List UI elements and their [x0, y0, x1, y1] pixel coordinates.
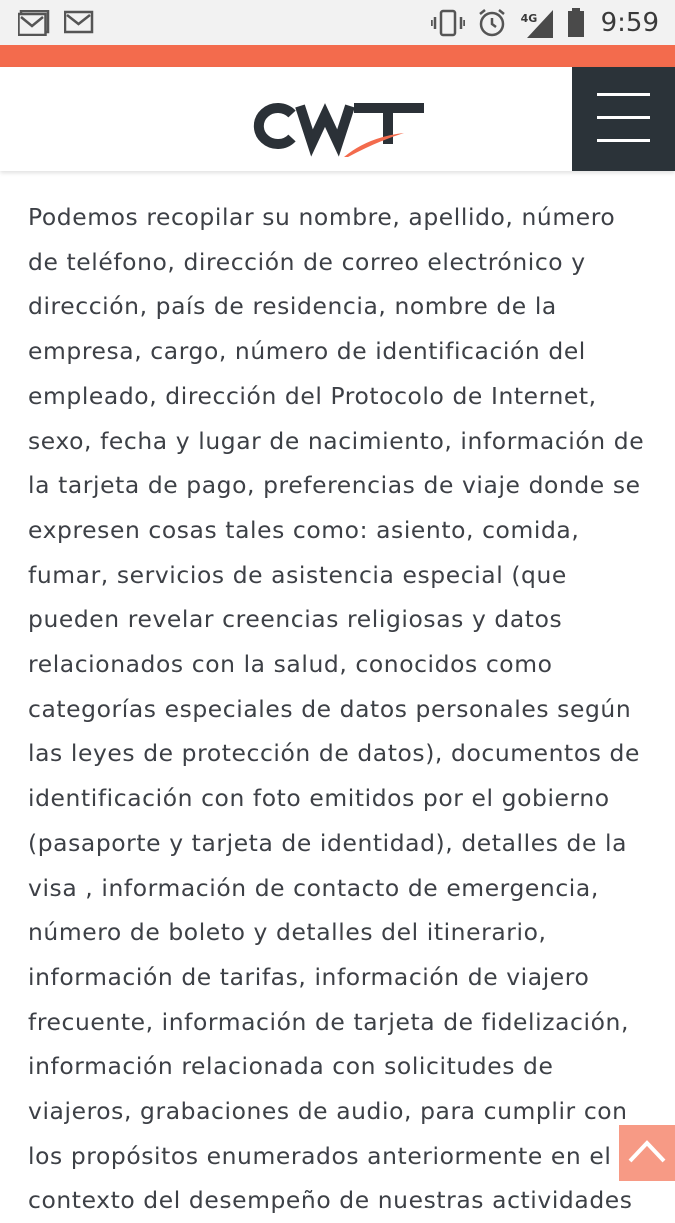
scroll-to-top-button[interactable]: [619, 1125, 675, 1181]
menu-icon-line: [597, 116, 650, 119]
menu-button[interactable]: [572, 67, 675, 171]
text-line: expresen cosas tales como: asiento, comida,: [28, 515, 580, 544]
gmail-icon: [18, 10, 48, 34]
text-line: identificación con foto emitidos por el gobierno: [28, 784, 610, 813]
signal-icon: [519, 6, 555, 40]
text-line: de teléfono, dirección de correo electrónico y: [28, 247, 586, 276]
cwt-logo[interactable]: [248, 81, 428, 163]
text-line: número de boleto y detalles del itinerario,: [28, 918, 547, 947]
text-line: visa , información de contacto de emergencia,: [28, 873, 599, 902]
notification-icons: [18, 10, 94, 34]
site-header: [0, 67, 675, 171]
text-line: Podemos recopilar su nombre, apellido, número: [28, 203, 616, 231]
text-line: sexo, fecha y lugar de nacimiento, información de: [28, 426, 645, 455]
gmail-icon: [64, 10, 94, 34]
text-line: categorías especiales de datos personales según: [28, 694, 632, 723]
text-line: pueden revelar creencias religiosas y datos: [28, 605, 563, 634]
text-line: las leyes de protección de datos), documentos de: [28, 739, 640, 768]
menu-icon-line: [597, 139, 650, 142]
privacy-text: [28, 195, 653, 1223]
text-line: empresa, cargo, número de identificación del: [28, 337, 586, 366]
text-line: frecuente, información de tarjeta de fidelización,: [28, 1007, 629, 1036]
accent-bar: [0, 45, 675, 67]
menu-icon: [597, 93, 650, 96]
text-line: contexto del desempeño de nuestras actividades: [28, 1186, 633, 1215]
alarm-icon: [477, 8, 507, 38]
text-line: información de tarifas, información de viajero: [28, 962, 590, 991]
logo-graphic: [248, 81, 428, 163]
text-line: la tarjeta de pago, preferencias de viaje donde se: [28, 471, 641, 500]
text-line: los propósitos enumerados anteriormente en el: [28, 1141, 612, 1170]
status-bar: [0, 0, 675, 45]
battery-icon: [567, 8, 585, 38]
text-line: dirección, país de residencia, nombre de la: [28, 292, 557, 321]
text-line: viajeros, grabaciones de audio, para cumplir con: [28, 1097, 628, 1126]
text-line: información relacionada con solicitudes de: [28, 1052, 554, 1081]
clock: 9:59: [600, 8, 659, 38]
text-line: (pasaporte y tarjeta de identidad), detalles de la: [28, 828, 628, 857]
vibrate-icon: [431, 9, 465, 37]
text-line: relacionados con la salud, conocidos como: [28, 650, 553, 679]
system-icons: [431, 6, 659, 40]
network-type: 4G: [520, 12, 538, 25]
chevron-up-icon: [627, 1135, 667, 1165]
text-line: empleado, dirección del Protocolo de Internet,: [28, 381, 597, 410]
text-line: fumar, servicios de asistencia especial (que: [28, 560, 567, 589]
